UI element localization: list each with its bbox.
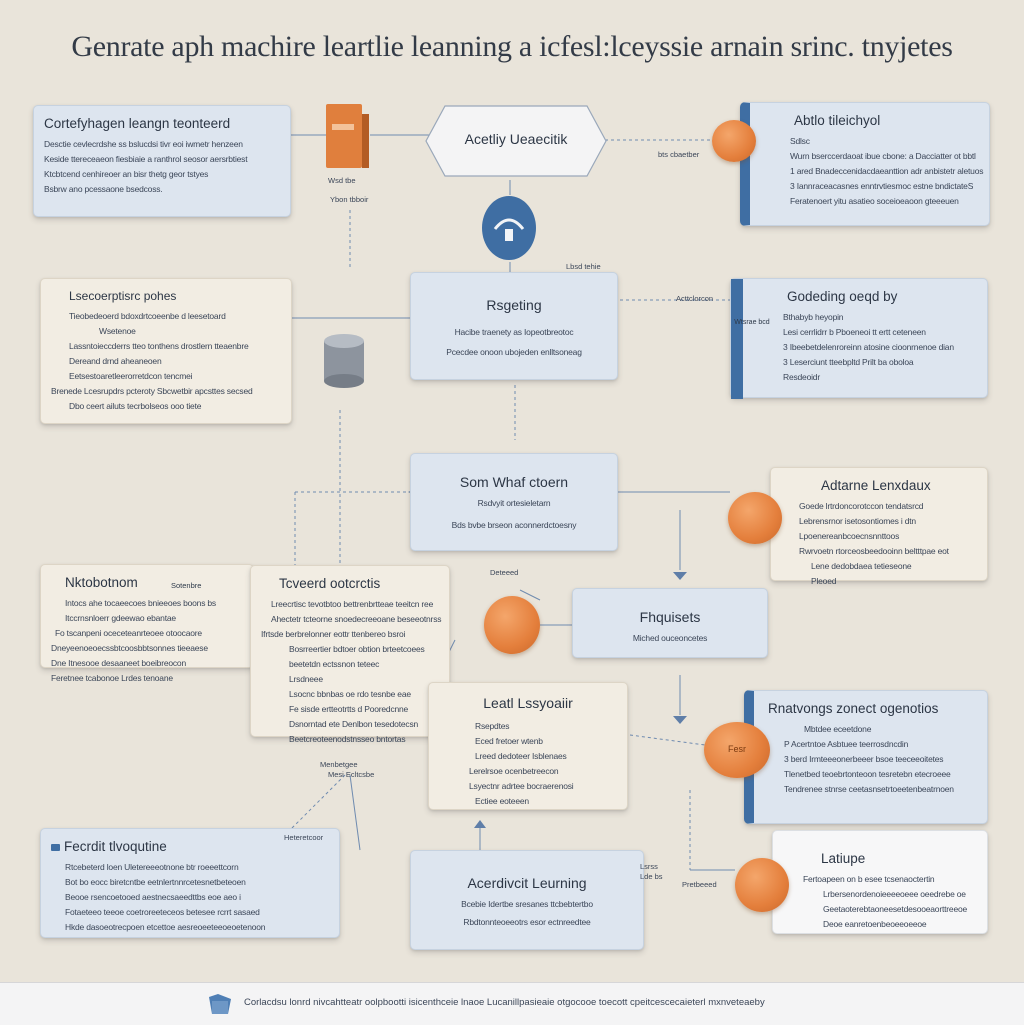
card-line: P Acertntoe Asbtuee teerrosdncdin [784,739,909,749]
card-line: Fo tscanpeni oceceteanrteoee otoocaore [55,628,202,638]
orange-node-icon [728,492,782,544]
card-line: Dbo ceert ailuts tecrbolseos ooo tiete [69,401,202,411]
card-line: Ectiee eoteeen [475,796,529,806]
card-left-4a [40,564,254,683]
card-line: Fertoapeen on b esee tcsenaoctertin [803,874,935,884]
card-line: Feretnee tcabonoe Lrdes tenoane [51,673,173,683]
card-line: Tlenetbed teoebrtonteoon tesretebn etecroeee [784,769,951,779]
card-line: 3 Ibeebetdelenroreinn atosine cioonrnenoe dian [783,342,954,352]
orange-node-icon [735,858,789,912]
card-line: Bthabyb heyopin [783,312,844,322]
card-right-6 [772,830,988,934]
card-mid-right [730,278,988,398]
card-line: Geetaoterebtaoneesetdesooeaorttreeoe [823,904,968,914]
card-line: Feratenoert yitu asatieo soceioeaoon gteeeuen [790,196,959,206]
caption: Wsd tbe [328,176,356,185]
card-title: Rnatvongs zonect ogenotios [768,701,939,716]
caption: Pretbeeed [682,880,717,889]
card-line: Eced fretoer wtenb [475,736,543,746]
node-title: Fhquisets [639,609,701,625]
card-line: Ahectetr tcteorne snoedecreeoane beseeotnrss [271,614,442,624]
database-icon [318,333,368,389]
caption: Lbsd tehie [566,262,601,271]
node-title: Som Whaf ctoern [459,474,569,490]
card-line: Tendrenee stnrse ceetasnsetrtoeetenbeatrnoen [784,784,954,794]
card-line: Miched ouceoncetes [632,633,708,643]
card-title-text: Fecrdit tlvoqutine [64,839,167,854]
card-top-left [33,105,291,217]
node-frequency [572,588,768,658]
card-line: Rbdtonnteoeeotrs esor ectnreedtee [463,917,591,927]
folder-icon [208,993,232,1020]
card-line: Resdeoidr [783,372,820,382]
card-line: Bosrreertier bdtoer obtion brteetcoees [289,644,425,654]
card-line: Rtcebeterd loen Uletereeeotnone btr roeeettcorn [65,862,239,872]
card-line: Intocs ahe tocaeecoes bnieeoes boons bs [65,598,216,608]
diagram-title: Genrate aph machire leartlie leanning a icfesl:lceyssie arnain srinc. tnyjetes [71,30,953,63]
card-top-right [740,102,990,226]
card-line: Deoe eanretoenbeoeeoeeoe [823,919,927,929]
card-line: Keside ttereceaeon fiesbiaie a ranthrol seosor aersrbtiest [44,154,248,164]
caption: Lsrss [640,862,658,871]
card-line: Beetcreoteenodstnsseo bntortas [289,734,406,744]
orange-node-icon [712,120,756,162]
orange-node-icon [704,722,770,778]
node-title: Acerdivcit Leurning [467,875,587,891]
card-right-5 [744,690,988,824]
card-title: Godeding oeqd by [787,289,898,304]
node-title: Rsgeting [486,297,542,313]
card-line: Dneyeenoeoecssbtcoosbbtsonnes tieeaese [51,643,208,653]
footer-text: Corlacdsu lonrd nivcahtteatr oolpbootti isicenthceie lnaoe Lucanillpasieaie otgocooe toecott cpeitcescecaieterl mxnveteaeby [244,997,765,1008]
card-line: Eetsestoaretleerorretdcon tencmei [69,371,193,381]
card-line: Pcecdee onoon ubojeden enlltsoneag [446,347,582,357]
card-line: 3 Iannraceacasnes enntrvtiesmoc estne bndictateS [790,181,974,191]
card-title: Lsecoerptisrc pohes [69,289,177,303]
card-line: 3 berd Irmteeeonerbeeer bsoe teeceeoitetes [784,754,944,764]
card-accent-bar [731,279,743,399]
card-title: Cortefyhagen leangn teonteerd [44,116,231,131]
card-line: Hkde dasoeotrecpoen etcettoe aesreoeeteeoeoetenoon [65,922,266,932]
card-line: Desctie cevlecrdshe ss bslucdsi tivr eoi iwmetr henzeen [44,139,243,149]
card-line: Beooe rsencoetooed aestnecsaeedttbs eoe aeo i [65,892,241,902]
card-note: Sotenbre [171,581,202,590]
node-hexagon [425,105,607,177]
card-mid-left [40,278,292,424]
card-line: Rsepdtes [475,721,510,731]
card-line: Lrsdneee [289,674,323,684]
card-line: Ktcbtcend cenhireoer an bisr thetg geor tstyes [44,169,209,179]
card-tag: Wtsrae bcd [734,319,770,326]
node-learning [410,850,644,950]
caption: bts cbaetber [658,150,700,159]
node-reporting [410,272,618,380]
card-line: Goede lrtrdoncorotccon tendatsrcd [799,501,924,511]
card-line: Lerelrsoe ocenbetreecon [469,766,559,776]
card-line: Rwrvoetn rtorceosbeedooinn beltttpae eot [799,546,949,556]
card-line: Lsyectnr adrtee bocraerenosi [469,781,574,791]
card-line: Itccrnsnloerr gdeewao ebantae [65,613,176,623]
card-line: Mbtdee eceetdone [804,724,872,734]
node-tag: Fesr [728,744,746,755]
card-line: Lassntoieccderrs tteo tonthens drostlern tteaenbre [69,341,249,351]
card-right-3 [770,467,988,586]
card-line: Bcebie Idertbe sresanes ttcbebtertbo [461,899,593,909]
card-line: Wsetenoe [99,326,136,336]
card-line: Bsbrw ano pcessaone bsedcoss. [44,184,163,194]
card-line: Lene dedobdaea tetieseone [811,561,912,571]
card-left-4b [250,565,450,744]
card-title: Abtlo tileichyol [794,113,881,128]
caption: Heteretcoor [284,833,324,842]
node-leam [428,682,628,810]
footer-bar [0,982,1024,1025]
card-line: 3 Leserciunt tteebpltd Prilt ba oboloa [783,357,914,367]
caption: Ybon tbboir [330,195,369,204]
orange-node-icon [484,596,540,654]
card-line: Wurn bserccerdaoat ibue cbone: a Dacciatter ot bbtl [790,151,976,161]
card-line: Lsocnc bbnbas oe rdo tesnbe eae [289,689,411,699]
card-line: Rsdvyit ortesieletarn [477,498,551,508]
card-line: Ifrtsde berbrelonner eottr ttenbereo bsroi [261,629,406,639]
card-line: Brenede Lcesrupdrs pcteroty Sbcwetbir apcsttes secsed [51,386,253,396]
card-line: Bot bo eocc biretcntbe eetnlertnnrcetesnetbeteoen [65,877,246,887]
card-line: Lreecrtisc tevotbtoo bettrenbrtteae teeitcn ree [271,599,434,609]
card-bottom-left [40,828,340,938]
card-line: 1 ared Bnadeccenidacdaeanttion adr anbistetr aletuos [790,166,984,176]
card-line: Lpoenereanbcoecnsnnttoos [799,531,900,541]
card-line: Lreed dedoteer Isblenaes [475,751,567,761]
card-line: Lebrensrnor isetosontiomes i dtn [799,516,916,526]
caption: Menbetgee [320,760,358,769]
card-line: Lesi cerrlidrr b Pboeneoi tt ertt ceteneen [783,327,926,337]
card-line: Dne Itnesooe desaaneet boeibreocon [51,658,186,668]
card-line: Pleoed [811,576,837,586]
card-line: Sdlsc [790,136,810,146]
card-title: Nktobotnom [65,575,138,590]
card-line: Dereand drnd aheaneoen [69,356,162,366]
square-icon [51,844,60,851]
card-line: Bds bvbe brseon aconnerdctoesny [451,520,577,530]
book-icon [326,104,370,170]
card-line: Tieobedeoerd bdoxdrtcoeenbe d leesetoard [69,311,226,321]
node-sem [410,453,618,551]
card-line: Dsnorntad ete Denlbon tesedotecsn [289,719,419,729]
card-title: Tcveerd ootcrctis [279,576,381,591]
caption: Lde bs [640,872,663,881]
caption: Acttclorcon [676,294,714,303]
card-line: Hacibe traenety as Iopeotbreotoc [454,327,574,337]
card-title: Adtarne Lenxdaux [821,478,931,493]
caption: Deteeed [490,568,519,577]
caption: Mesi Ecltcsbe [328,770,375,779]
card-line: Fe sisde ertteotrtts d Pooredcnne [289,704,409,714]
card-title: Latiupe [821,851,866,866]
node-title: Leatl Lssyoaiir [483,695,573,711]
node-title: Acetliy Ueaecitik [464,131,568,147]
card-line: beetetdn ectssnon teteec [289,659,380,669]
network-icon [481,195,537,261]
card-line: Lrbersenordenoieeeeoeee oeedrebe oe [823,889,966,899]
card-line: Fotaeteeo teeoe coetroreeteceos betesee rcrrt sasaed [65,907,260,917]
